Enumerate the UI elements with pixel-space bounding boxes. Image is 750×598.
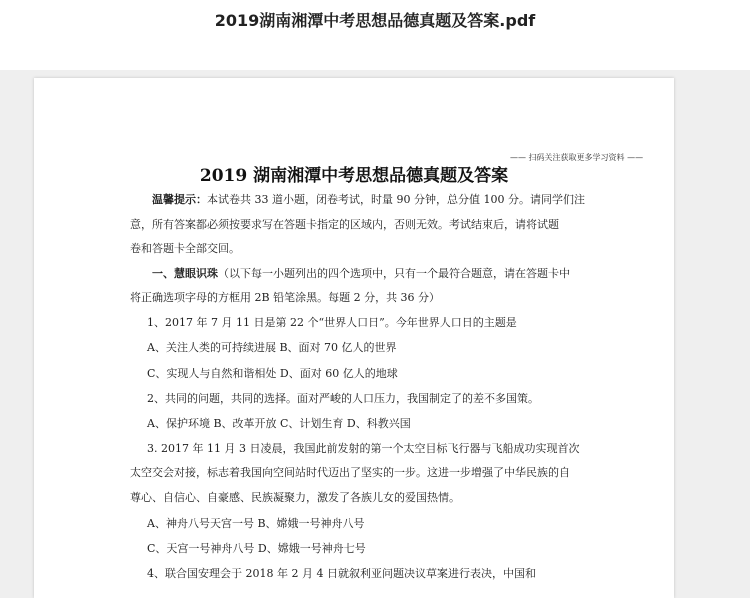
q2-stem: 2、共同的问题，共同的选择。面对严峻的人口压力，我国制定了的差不多国策。 [147,392,539,405]
notice-text-1: 本试卷共 33 道小题，闭卷考试，时量 90 分钟，总分值 100 分。请同学们注 [207,193,585,206]
document-title: 2019 湖南湘潭中考思想品德真题及答案 [199,166,509,186]
q3-line-1: 3. 2017 年 11 月 3 日凌晨，我国此前发射的第一个太空目标飞行器与飞船成功实现首次 [147,442,580,455]
q1-options-cd: C、实现人与自然和谐相处 D、面对 60 亿人的地球 [147,367,398,380]
q3-line-3: 尊心、自信心、自豪感、民族凝聚力，激发了各族儿女的爱国热情。 [130,491,460,504]
notice-line-1 [152,191,585,207]
q1-stem: 1、2017 年 7 月 11 日是第 22 个“世界人口日”。今年世界人口日的主题是 [147,316,517,329]
q3-options-cd: C、天宫一号神舟八号 D、嫦娥一号神舟七号 [147,542,366,555]
file-title: 2019湖南湘潭中考思想品德真题及答案.pdf [214,11,536,30]
notice-label: 温馨提示： [152,193,207,206]
section-1-text-1: （以下每一小题列出的四个选项中，只有一个最符合题意，请在答题卡中 [218,267,570,280]
q3-line-2: 太空交会对接，标志着我国向空间站时代迈出了坚实的一步。这进一步增强了中华民族的自 [130,466,570,479]
q3-options-ab: A、神舟八号天宫一号 B、嫦娥一号神舟八号 [147,517,365,530]
q2-options: A、保护环境 B、改革开放 C、计划生育 D、科教兴国 [147,417,411,430]
q4-stem: 4、联合国安理会于 2018 年 2 月 4 日就叙利亚问题决议草案进行表决，中国和 [147,567,536,580]
notice-line-3: 卷和答题卡全部交回。 [130,242,240,255]
section-1-line-2: 将正确选项字母的方框用 2B 铅笔涂黑。每题 2 分，共 36 分） [130,291,441,304]
watermark-text: —— 扫码关注获取更多学习资料 —— [510,153,644,162]
q1-options-ab: A、关注人类的可持续进展 B、面对 70 亿人的世界 [147,341,397,354]
notice-line-2: 意，所有答案都必须按要求写在答题卡指定的区域内，否则无效。考试结束后，请将试题 [130,218,559,231]
section-1-line-1 [152,265,570,281]
viewer-header [0,0,750,70]
document-page [34,78,674,598]
section-1-label: 一、慧眼识珠 [152,267,218,280]
